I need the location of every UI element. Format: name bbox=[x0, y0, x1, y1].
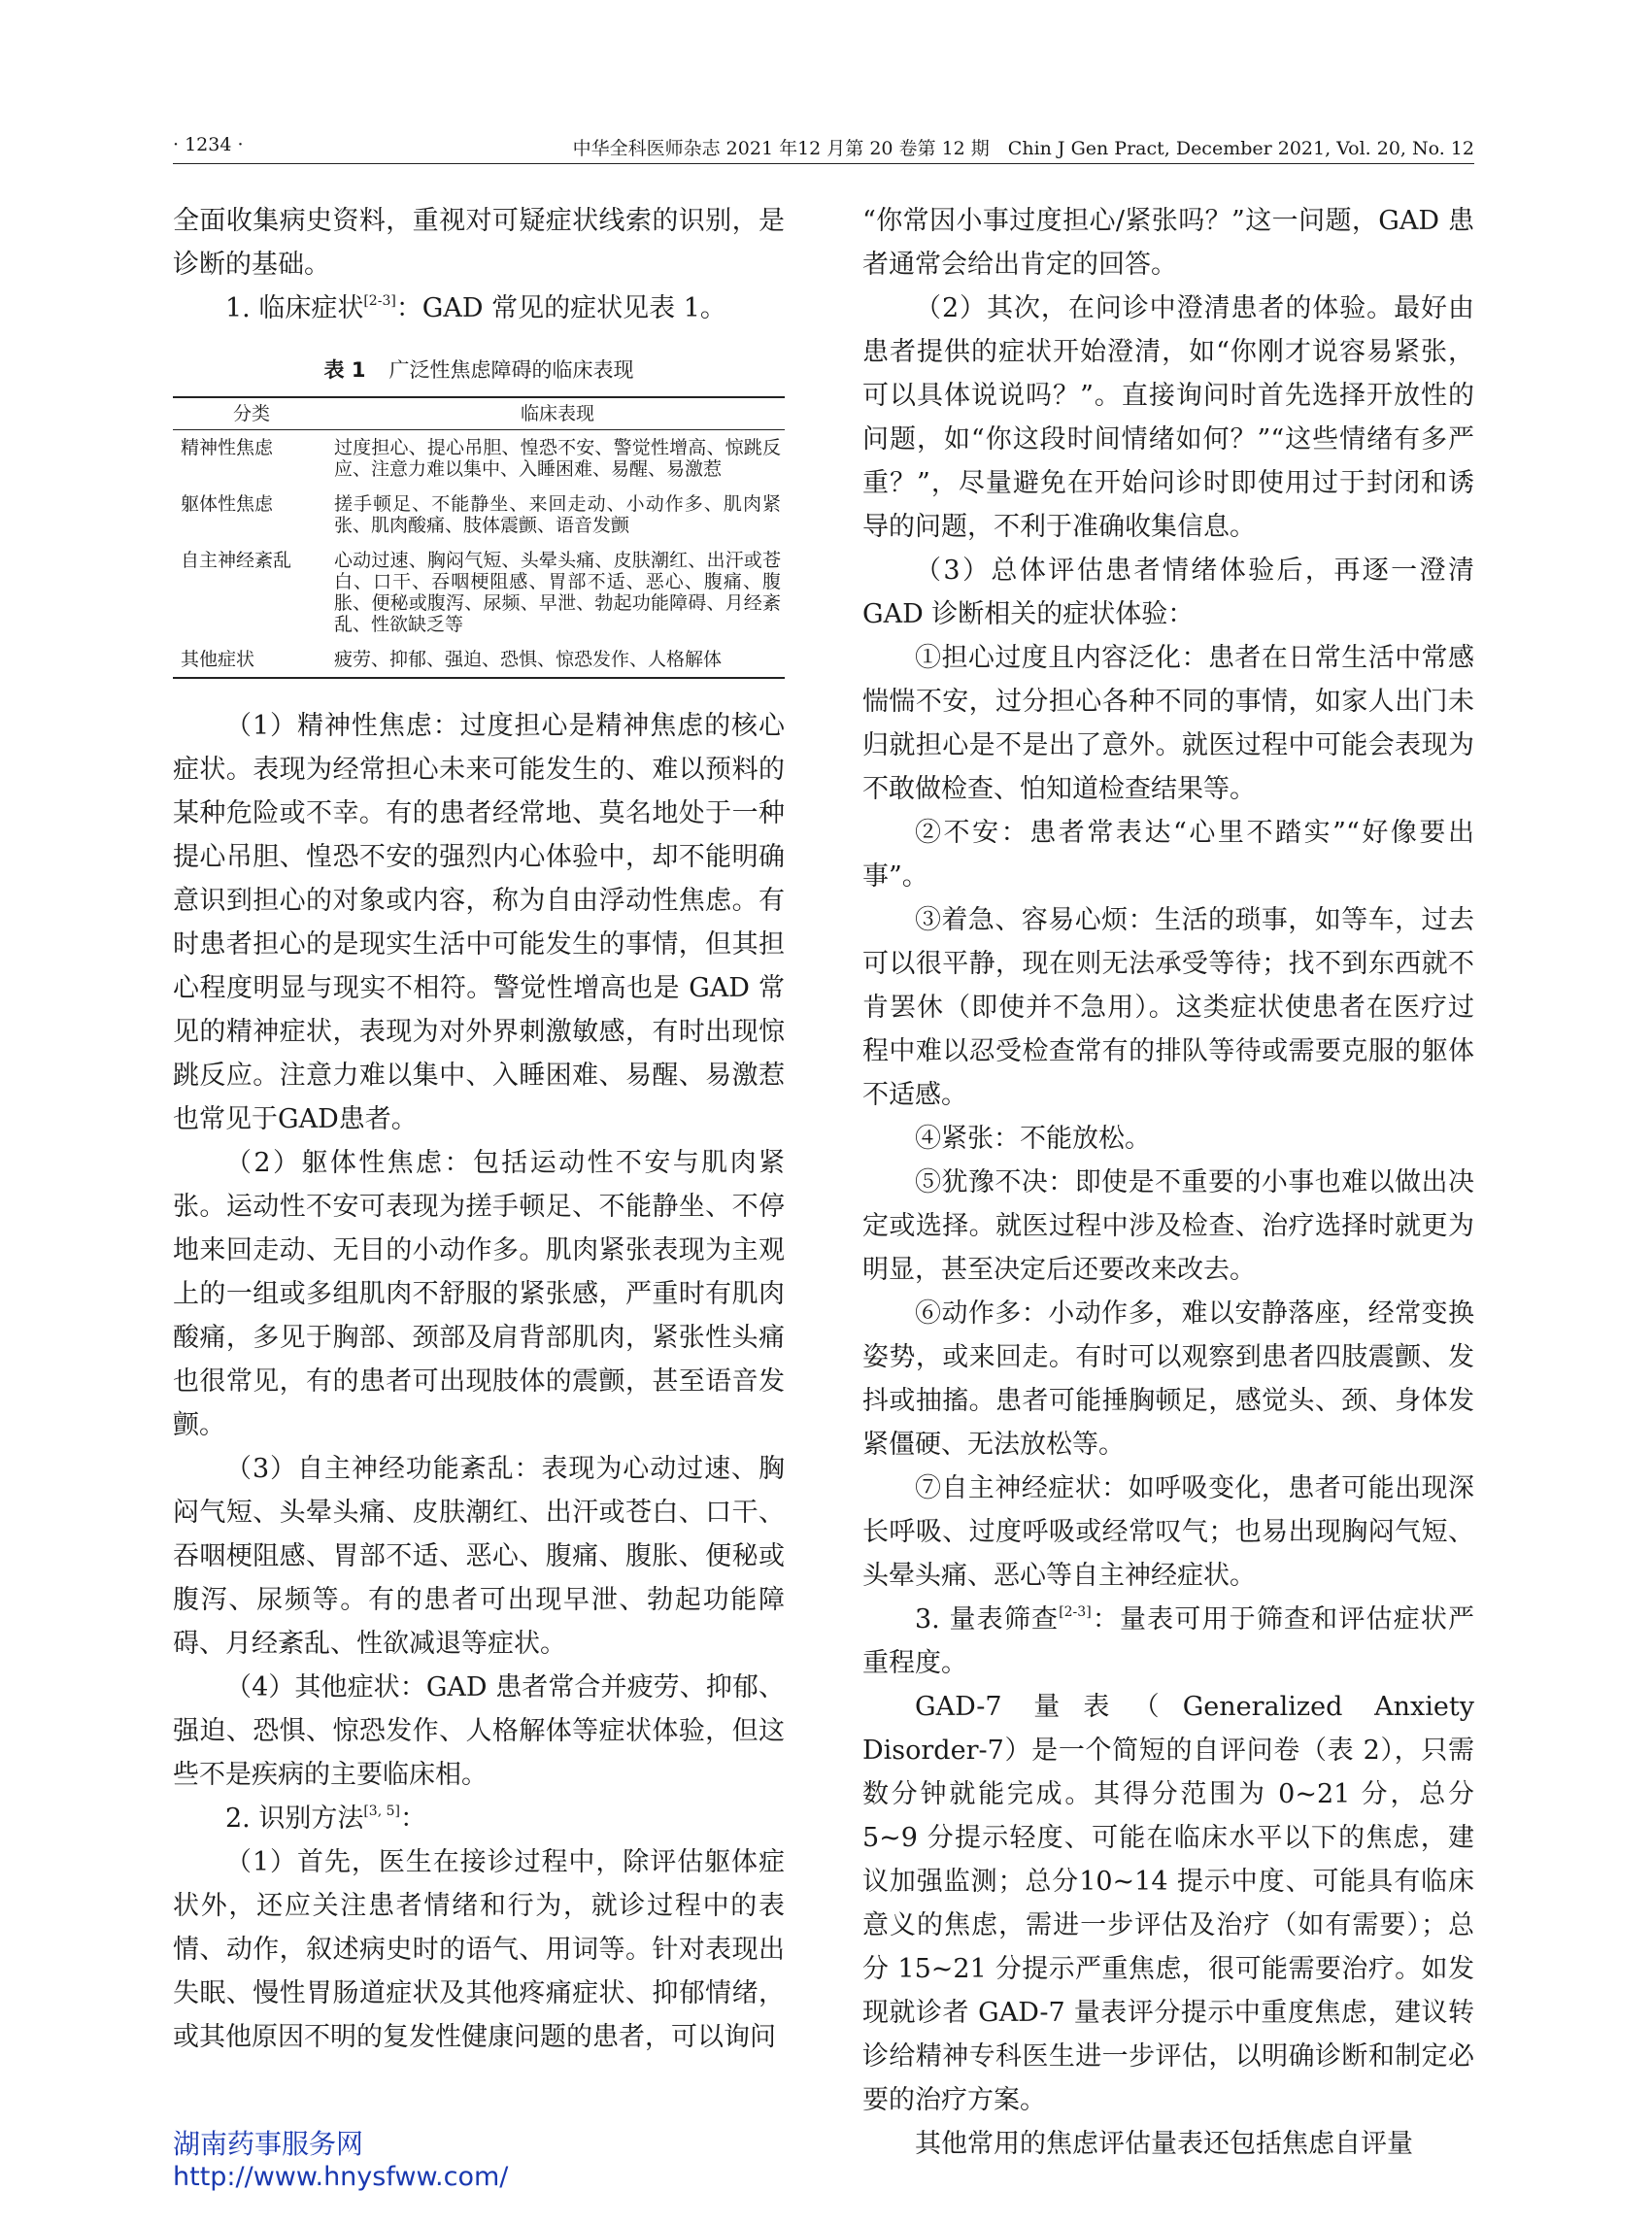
list-item: ②不安：患者常表达“心里不踏实”“好像要出事”。 bbox=[862, 818, 1474, 892]
list-item: ③着急、容易心烦：生活的琐事，如等车，过去可以很平静，现在则无法承受等待；找不到东西就不肯罢休（即使并不急用）。这类症状使患者在医疗过程中难以忍受检查常有的排队等待或需要克服的躯体不适感。 bbox=[862, 905, 1474, 1110]
table-cell-desc: 过度担心、提心吊胆、惶恐不安、警觉性增高、惊跳反应、注意力难以集中、入睡困难、易醒、易激惹 bbox=[334, 437, 781, 480]
table-caption bbox=[173, 355, 785, 385]
paragraph-third-step: （3）总体评估患者情绪体验后，再逐一澄清GAD 诊断相关的症状体验： bbox=[862, 556, 1474, 629]
citation-ref: [2-3] bbox=[1059, 1604, 1092, 1620]
table-row bbox=[173, 543, 785, 642]
list-item: ④紧张：不能放松。 bbox=[915, 1124, 1151, 1154]
list-item: ⑦自主神经症状：如呼吸变化，患者可能出现深长呼吸、过度呼吸或经常叹气；也易出现胸闷气短、头晕头痛、恶心等自主神经症状。 bbox=[862, 1473, 1474, 1591]
citation-ref: [2-3] bbox=[363, 293, 396, 309]
heading-scale-screening: 3. 量表筛查[2-3]：量表可用于筛查和评估症状严重程度。 bbox=[862, 1604, 1475, 1678]
paragraph-mental-anxiety: （1）精神性焦虑：过度担心是精神焦虑的核心症状。表现为经常担心未来可能发生的、难以预料的某种危险或不幸。有的患者经常地、莫名地处于一种提心吊胆、惶恐不安的强烈内心体验中，却不能明确意识到担心的对象或内容，称为自由浮动性焦虑。有时患者担心的是现实生活中可能发生的事情，但其担心程度明显与现实不相符。警觉性增高也是 GAD 常见的精神症状，表现为对外界刺激敏感，有时出现惊跳反应。注意力难以集中、入睡困难、易醒、易激惹也常见于GAD患者。 bbox=[173, 711, 785, 1134]
column-header-manifestation: 临床表现 bbox=[520, 403, 594, 424]
paragraph-other-scales: 其他常用的焦虑评估量表还包括焦虑自评量 bbox=[915, 2129, 1413, 2159]
clinical-manifestation-table bbox=[173, 396, 785, 679]
table-cell-category: 精神性焦虑 bbox=[181, 437, 274, 458]
paragraph-first-step: （1）首先，医生在接诊过程中，除评估躯体症状外，还应关注患者情绪和行为，就诊过程中的表情、动作，叙述病史时的语气、用词等。针对表现出失眠、慢性胃肠道症状及其他疼痛症状、抑郁情绪，或其他原因不明的复发性健康问题的患者，可以询问 bbox=[173, 1847, 785, 2052]
paragraph-somatic-anxiety: （2）躯体性焦虑：包括运动性不安与肌肉紧张。运动性不安可表现为搓手顿足、不能静坐、不停地来回走动、无目的小动作多。肌肉紧张表现为主观上的一组或多组肌肉不舒服的紧张感，严重时有肌肉酸痛，多见于胸部、颈部及肩背部肌肉，紧张性头痛也很常见，有的患者可出现肢体的震颤，甚至语音发颤。 bbox=[173, 1148, 785, 1440]
table-header-row bbox=[173, 397, 785, 430]
citation-ref: [3, 5] bbox=[363, 1804, 400, 1819]
watermark-url-link[interactable]: http://www.hnysfww.com/ bbox=[173, 2162, 509, 2192]
paragraph-continued: “你常因小事过度担心/紧张吗？”这一问题，GAD 患者通常会给出肯定的回答。 bbox=[862, 206, 1474, 280]
header-rule bbox=[173, 163, 1474, 164]
journal-citation: 中华全科医师杂志 2021 年12 月第 20 卷第 12 期 Chin J Gen Pract, December 2021, Vol. 20, No. 12 bbox=[572, 138, 1474, 159]
column-header-category: 分类 bbox=[232, 403, 270, 424]
table-row bbox=[173, 430, 785, 488]
table-row bbox=[173, 642, 785, 678]
table-cell-desc: 搓手顿足、不能静坐、来回走动、小动作多、肌肉紧张、肌肉酸痛、肢体震颤、语音发颤 bbox=[334, 493, 781, 536]
table-cell-desc: 心动过速、胸闷气短、头晕头痛、皮肤潮红、出汗或苍白、口干、吞咽梗阻感、胃部不适、恶心、腹痛、腹胀、便秘或腹泻、尿频、早泄、勃起功能障碍、月经紊乱、性欲缺乏等 bbox=[334, 550, 781, 635]
watermark-site-name: 湖南药事服务网 bbox=[173, 2128, 364, 2160]
paragraph-intro: 全面收集病史资料，重视对可疑症状线索的识别，是诊断的基础。 bbox=[173, 206, 785, 280]
paragraph-autonomic: （3）自主神经功能紊乱：表现为心动过速、胸闷气短、头晕头痛、皮肤潮红、出汗或苍白、口干、吞咽梗阻感、胃部不适、恶心、腹痛、腹胀、便秘或腹泻、尿频等。有的患者可出现早泄、勃起功能障碍、月经紊乱、性欲减退等症状。 bbox=[173, 1454, 785, 1659]
site-watermark bbox=[173, 2128, 508, 2194]
table-cell-desc: 疲劳、抑郁、强迫、恐惧、惊恐发作、人格解体 bbox=[334, 649, 723, 670]
table-title: 广泛性焦虑障碍的临床表现 bbox=[388, 358, 634, 382]
paragraph-second-step: （2）其次，在问诊中澄清患者的体验。最好由患者提供的症状开始澄清，如“你刚才说容易紧张，可以具体说说吗？”。直接询问时首先选择开放性的问题，如“你这段时间情绪如何？”“这些情绪有多严重？”，尽量避免在开始问诊时即使用过于封闭和诱导的问题，不利于准确收集信息。 bbox=[862, 293, 1474, 542]
right-column bbox=[862, 199, 1474, 2166]
heading-identification-method: 2. 识别方法[3, 5]： bbox=[225, 1804, 426, 1834]
page-number: · 1234 · bbox=[173, 134, 244, 155]
list-item: ⑤犹豫不决：即使是不重要的小事也难以做出决定或选择。就医过程中涉及检查、治疗选择时就更为明显，甚至决定后还要改来改去。 bbox=[862, 1167, 1474, 1285]
table-cell-category: 躯体性焦虑 bbox=[181, 493, 274, 515]
table-cell-category: 其他症状 bbox=[181, 649, 255, 670]
paragraph-other-symptoms: （4）其他症状：GAD 患者常合并疲劳、抑郁、强迫、恐惧、惊恐发作、人格解体等症状体验，但这些不是疾病的主要临床相。 bbox=[173, 1672, 785, 1790]
left-column bbox=[173, 199, 785, 2059]
list-item: ①担心过度且内容泛化：患者在日常生活中常感惴惴不安，过分担心各种不同的事情，如家人出门未归就担心是不是出了意外。就医过程中可能会表现为不敢做检查、怕知道检查结果等。 bbox=[862, 643, 1474, 804]
table-row bbox=[173, 487, 785, 543]
paragraph-gad7: GAD-7 量表（Generalized Anxiety Disorder-7）是一个简短的自评问卷（表 2），只需数分钟就能完成。其得分范围为 0~21 分，总分 5~9 分提示轻度、可能在临床水平以下的焦虑，建议加强监测；总分10~14 提示中度、可能具有临床意义的焦虑，需进一步评估及治疗（如有需要）；总分 15~21 分提示严重焦虑，很可能需要治疗。如发现就诊者 GAD-7 量表评分提示中重度焦虑，建议转诊给精神专科医生进一步评估，以明确诊断和制定必要的治疗方案。 bbox=[862, 1692, 1474, 2115]
list-item: ⑥动作多：小动作多，难以安静落座，经常变换姿势，或来回走。有时可以观察到患者四肢震颤、发抖或抽搐。患者可能捶胸顿足，感觉头、颈、身体发紧僵硬、无法放松等。 bbox=[862, 1298, 1474, 1460]
heading-clinical-symptoms: 1. 临床症状[2-3]：GAD 常见的症状见表 1。 bbox=[225, 293, 726, 323]
table-cell-category: 自主神经紊乱 bbox=[181, 550, 292, 571]
running-header bbox=[173, 128, 1474, 163]
table-number: 表 1 bbox=[323, 358, 366, 382]
